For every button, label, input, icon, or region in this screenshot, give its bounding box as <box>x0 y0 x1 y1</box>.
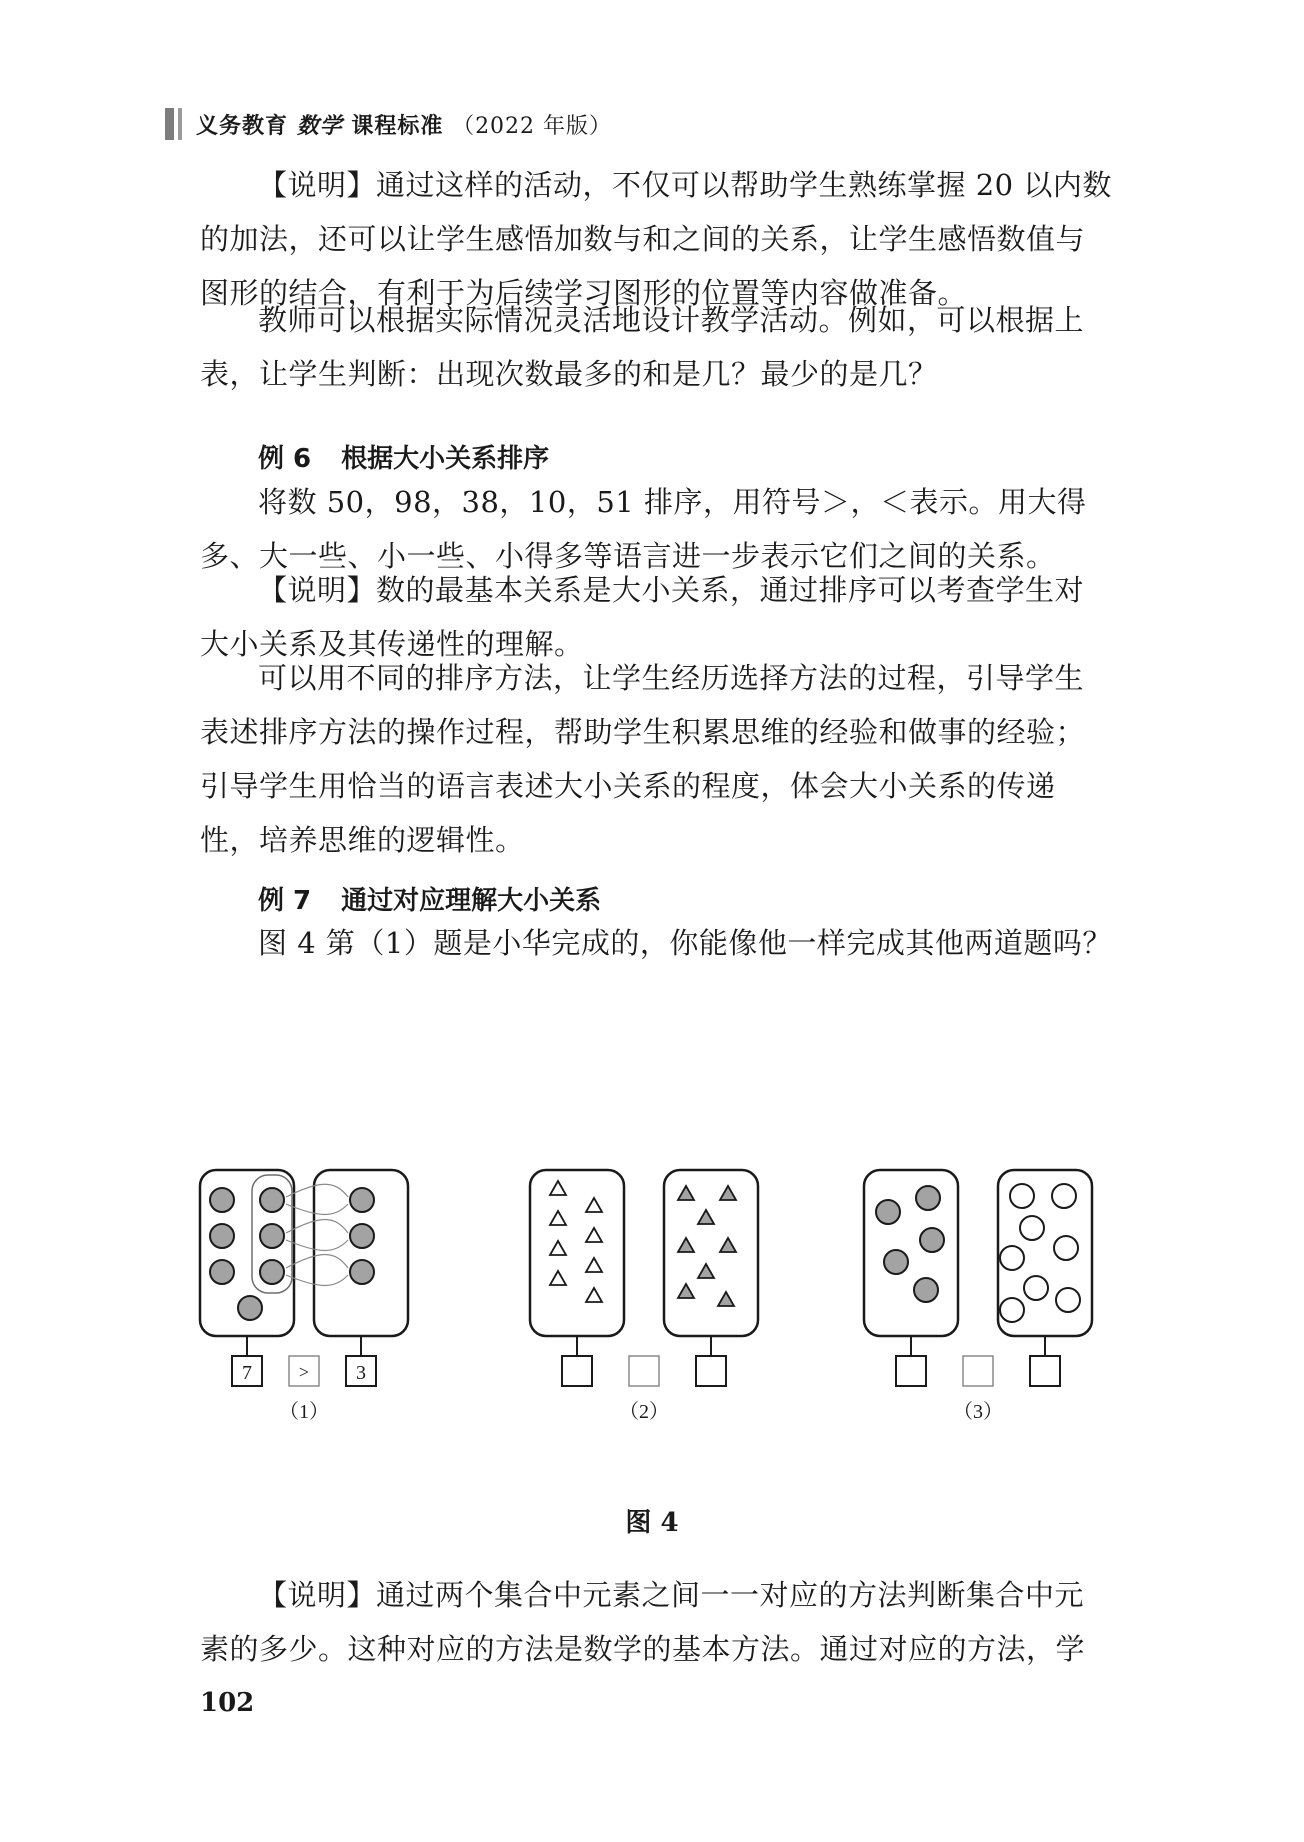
white-circle <box>1000 1298 1024 1322</box>
gray-circle <box>876 1200 900 1224</box>
example-6-body: 将数 50，98，38，10，51 排序，用符号＞，＜表示。用大得多、大一些、小一些、小得多等语言进一步表示它们之间的关系。 <box>200 485 1087 573</box>
left-set-triangles <box>550 1181 602 1302</box>
white-triangle <box>550 1271 566 1285</box>
example-6-paragraph: 可以用不同的排序方法，让学生经历选择方法的过程，引导学生表述排序方法的操作过程，帮助学生积累思维的经验和做事的经验；引导学生用恰当的语言表述大小关系的程度，体会大小关系的传递性，培养思维的逻辑性。 <box>200 661 1086 857</box>
gray-triangle <box>718 1292 734 1306</box>
white-triangle <box>586 1228 602 1242</box>
header-bar-marks <box>165 108 182 140</box>
note-label: 【说明】 <box>258 573 377 607</box>
right-set-triangles <box>678 1186 736 1306</box>
figure-caption: 图 4 <box>625 1508 679 1538</box>
gray-triangle <box>720 1238 736 1252</box>
white-circle <box>1054 1236 1078 1260</box>
example-7-number: 例 7 <box>258 886 312 916</box>
example-6-number: 例 6 <box>258 444 312 474</box>
count-label-left: 7 <box>242 1362 252 1384</box>
figure-panel-3 <box>864 1170 1092 1423</box>
right-set-circles <box>1000 1184 1080 1322</box>
white-circle <box>1056 1288 1080 1312</box>
white-circle <box>1052 1184 1076 1208</box>
white-triangle <box>550 1181 566 1195</box>
answer-box-middle <box>963 1356 993 1386</box>
note-text: 数的最基本关系是大小关系，通过排序可以考查学生对大小关系及其传递性的理解。 <box>200 573 1085 661</box>
white-circle <box>1000 1246 1024 1270</box>
gray-triangle <box>678 1284 694 1298</box>
figure-4 <box>190 1160 1130 1490</box>
note-label: 【说明】 <box>258 168 377 202</box>
white-triangle <box>586 1288 602 1302</box>
example-7-body: 图 4 第（1）题是小华完成的，你能像他一样完成其他两道题吗？ <box>258 926 1112 960</box>
title-part2: 课程标准 <box>351 112 444 139</box>
set-box-left <box>530 1170 624 1336</box>
panel-label-2: （2） <box>619 1401 669 1423</box>
book-title <box>196 109 612 140</box>
figure-panel-2 <box>530 1170 758 1423</box>
correspondence-line <box>286 1255 348 1269</box>
answer-box-right <box>696 1356 726 1386</box>
gray-circle <box>914 1278 938 1302</box>
note-text: 通过两个集合中元素之间一一对应的方法判断集合中元素的多少。这种对应的方法是数学的基本方法。通过对应的方法，学 <box>200 1578 1086 1666</box>
correspondence-line <box>286 1275 348 1286</box>
comparison-symbol: > <box>298 1362 310 1382</box>
set-box-right <box>664 1170 758 1336</box>
answer-box-left <box>896 1356 926 1386</box>
example-7-title: 通过对应理解大小关系 <box>341 886 602 916</box>
gray-circle <box>210 1260 234 1284</box>
note-text: 通过这样的活动，不仅可以帮助学生熟练掌握 20 以内数的加法，还可以让学生感悟加数与和之间的关系，让学生感悟数值与图形的结合，有利于为后续学习图形的位置等内容做准备。 <box>200 168 1112 310</box>
gray-circle <box>210 1224 234 1248</box>
white-triangle <box>586 1198 602 1212</box>
right-set-circles <box>350 1188 374 1284</box>
correspondence-line <box>286 1240 348 1251</box>
answer-box-right <box>1030 1356 1060 1386</box>
gray-triangle <box>698 1210 714 1224</box>
white-circle <box>1010 1184 1034 1208</box>
gray-circle <box>260 1224 284 1248</box>
note-label: 【说明】 <box>258 1578 377 1612</box>
gray-circle <box>210 1188 234 1212</box>
set-box-left <box>864 1170 958 1336</box>
example-6-title: 根据大小关系排序 <box>341 444 550 474</box>
gray-triangle <box>678 1186 694 1200</box>
gray-circle <box>350 1188 374 1212</box>
answer-box-left <box>562 1356 592 1386</box>
left-set-circles <box>876 1186 944 1302</box>
gray-circle <box>260 1260 284 1284</box>
answer-box-middle <box>629 1356 659 1386</box>
gray-triangle <box>698 1264 714 1278</box>
correspondence-line <box>286 1220 348 1234</box>
gray-circle <box>884 1250 908 1274</box>
example-6-heading <box>258 438 549 475</box>
gray-circle <box>238 1296 262 1320</box>
white-triangle <box>550 1211 566 1225</box>
gray-triangle <box>678 1238 694 1252</box>
figure-panel-1 <box>200 1170 408 1423</box>
correspondence-line <box>286 1204 348 1215</box>
page-number: 102 <box>200 1688 255 1718</box>
left-set-circles <box>210 1188 284 1320</box>
example-7-heading <box>258 880 601 917</box>
white-triangle <box>586 1258 602 1272</box>
after-figure-note <box>200 1568 1112 1676</box>
title-edition: （2022 年版） <box>452 113 613 139</box>
paragraph-2: 教师可以根据实际情况灵活地设计教学活动。例如，可以根据上表，让学生判断：出现次数最多的和是几？最少的是几？ <box>200 303 1085 391</box>
title-subject: 数学 <box>296 112 343 139</box>
panel-label-1: （1） <box>279 1401 329 1423</box>
gray-circle <box>350 1224 374 1248</box>
gray-circle <box>260 1188 284 1212</box>
white-triangle <box>550 1241 566 1255</box>
gray-circle <box>916 1186 940 1210</box>
count-label-right: 3 <box>356 1362 366 1384</box>
white-circle <box>1024 1276 1048 1300</box>
running-header <box>165 104 612 144</box>
gray-circle <box>350 1260 374 1284</box>
correspondence-line <box>286 1184 348 1197</box>
panel-label-3: （3） <box>953 1401 1003 1423</box>
gray-circle <box>920 1228 944 1252</box>
white-circle <box>1020 1216 1044 1240</box>
gray-triangle <box>720 1186 736 1200</box>
title-part1: 义务教育 <box>196 112 289 139</box>
